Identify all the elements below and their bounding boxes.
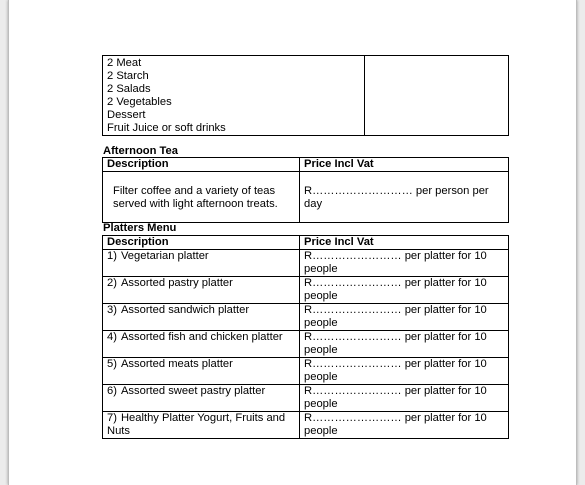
price-line: people: [304, 290, 338, 302]
platter-price-cell: [300, 385, 509, 412]
price-line: people: [304, 398, 338, 410]
platters-menu-table: [102, 235, 509, 439]
description-line: Filter coffee and a variety of teas: [113, 185, 276, 197]
item-name: Assorted meats platter: [120, 358, 233, 370]
afternoon-tea-table: [102, 157, 509, 223]
price-line: people: [304, 425, 338, 437]
item-number: 1): [107, 250, 117, 262]
platters-menu-heading: Platters Menu: [103, 222, 177, 234]
price-line: R…………………… per platter for 10: [304, 385, 487, 397]
platter-price-cell: [300, 412, 509, 439]
table-header-row: [103, 158, 509, 172]
item-name: Assorted pastry platter: [120, 277, 233, 289]
column-header-price: Price Incl Vat: [300, 158, 509, 172]
price-line: R…………………… per platter for 10: [304, 331, 487, 343]
list-item: 2 Vegetables: [107, 96, 172, 108]
platter-description-cell: [103, 277, 300, 304]
item-number: 2): [107, 277, 117, 289]
list-item: 2 Starch: [107, 70, 149, 82]
table-row: [103, 304, 509, 331]
table-row: [103, 385, 509, 412]
price-line: R…………………… per platter for 10: [304, 358, 487, 370]
platter-description-cell: [103, 331, 300, 358]
table-row: [103, 250, 509, 277]
list-item: 2 Meat: [107, 57, 142, 69]
price-line: people: [304, 371, 338, 383]
list-item: 2 Salads: [107, 83, 151, 95]
empty-cell: [365, 56, 509, 136]
price-line: people: [304, 344, 338, 356]
table-header-row: [103, 236, 509, 250]
tea-price-cell: R……………………… per person per day: [300, 172, 509, 223]
platter-description-cell: [103, 358, 300, 385]
document-page: [8, 0, 577, 485]
platter-description-cell: [103, 250, 300, 277]
platter-price-cell: [300, 304, 509, 331]
item-name: Vegetarian platter: [120, 250, 209, 262]
item-number: 6): [107, 385, 117, 397]
price-line: people: [304, 263, 338, 275]
item-number: 7): [107, 412, 117, 424]
item-name: Assorted fish and chicken platter: [120, 331, 283, 343]
menu-items-cell: [103, 56, 365, 136]
item-number: 4): [107, 331, 117, 343]
price-line: R…………………… per platter for 10: [304, 412, 487, 424]
list-item: Fruit Juice or soft drinks: [107, 122, 226, 134]
platter-description-cell: [103, 304, 300, 331]
table-row: [103, 358, 509, 385]
platter-price-cell: [300, 277, 509, 304]
description-line: served with light afternoon treats.: [113, 198, 278, 210]
table-row: [103, 412, 509, 439]
platter-price-cell: [300, 358, 509, 385]
item-name-continued: Nuts: [107, 425, 131, 437]
price-line: R…………………… per platter for 10: [304, 277, 487, 289]
menu-items-table: [102, 55, 509, 136]
item-name: Assorted sweet pastry platter: [120, 385, 266, 397]
item-number: 3): [107, 304, 117, 316]
platter-description-cell: [103, 412, 300, 439]
table-row: [103, 277, 509, 304]
platter-price-cell: [300, 250, 509, 277]
column-header-description: Description: [103, 236, 300, 250]
platter-price-cell: [300, 331, 509, 358]
table-row: [103, 172, 509, 223]
item-name: Healthy Platter Yogurt, Fruits and: [120, 412, 286, 424]
column-header-description: Description: [103, 158, 300, 172]
table-row: [103, 331, 509, 358]
tea-description-cell: [103, 172, 300, 223]
price-line: people: [304, 317, 338, 329]
column-header-price: Price Incl Vat: [300, 236, 509, 250]
item-name: Assorted sandwich platter: [120, 304, 250, 316]
price-line: R…………………… per platter for 10: [304, 304, 487, 316]
price-line: R…………………… per platter for 10: [304, 250, 487, 262]
platter-description-cell: [103, 385, 300, 412]
list-item: Dessert: [107, 109, 146, 121]
afternoon-tea-heading: Afternoon Tea: [103, 145, 178, 157]
item-number: 5): [107, 358, 117, 370]
table-row: [103, 56, 509, 136]
